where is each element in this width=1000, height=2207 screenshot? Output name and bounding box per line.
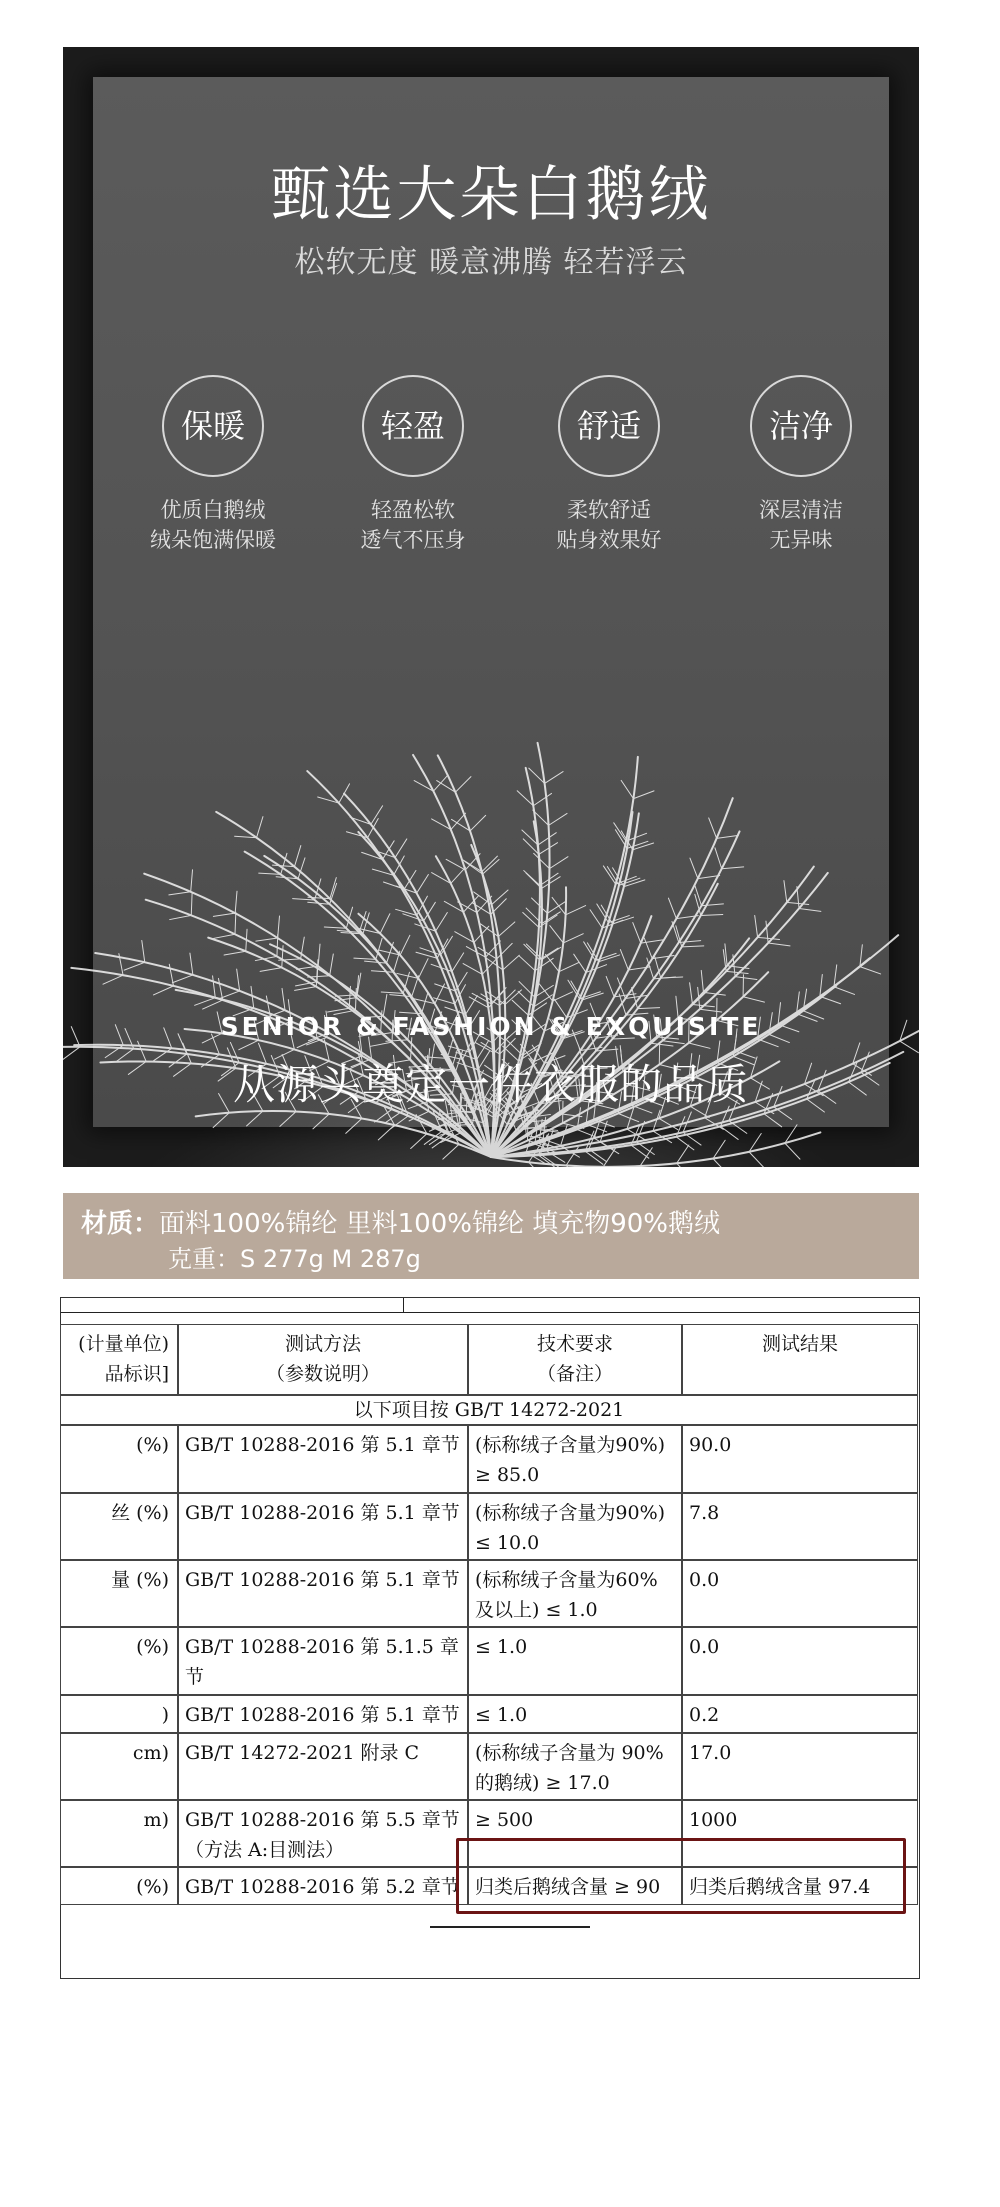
feather-barb — [169, 892, 191, 895]
feature-desc-line: 深层清洁 — [759, 498, 843, 522]
table-cell-item: (%) — [60, 1867, 178, 1905]
table-cell-req: (标称绒子含量为90%) ≤ 10.0 — [468, 1493, 682, 1560]
header-text: (计量单位) — [78, 1333, 169, 1355]
table-cell-req: ≥ 500 — [468, 1800, 682, 1867]
feather-barb — [191, 870, 193, 892]
material-composition-line — [81, 1203, 720, 1240]
table-cell-result: 归类后鹅绒含量 97.4 — [682, 1867, 918, 1905]
header-text: （参数说明） — [265, 1363, 380, 1385]
table-cell-req: ≤ 1.0 — [468, 1627, 682, 1695]
table-cell-method: GB/T 14272-2021 附录 C — [178, 1733, 468, 1800]
table-header-method — [178, 1324, 468, 1395]
feature-desc-line: 无异味 — [769, 528, 833, 552]
header-text: 品标识] — [104, 1363, 169, 1385]
table-cell-method: GB/T 10288-2016 第 5.1 章节 — [178, 1493, 468, 1560]
feather-barb — [787, 902, 809, 904]
table-cell-item: ) — [60, 1695, 178, 1733]
highlight-box — [456, 1838, 906, 1914]
feather-barb — [633, 791, 654, 799]
table-cell-method: GB/T 10288-2016 第 5.1.5 章节 — [178, 1627, 468, 1695]
feature-lightness-desc — [313, 495, 513, 555]
feather-barb — [860, 945, 862, 967]
hero-panel — [63, 47, 919, 1167]
feather-barb — [900, 1041, 919, 1053]
table-cell-result: 7.8 — [682, 1493, 918, 1560]
feature-comfort-badge: 舒适 — [558, 375, 660, 477]
table-cell-method: GB/T 10288-2016 第 5.1 章节 — [178, 1560, 468, 1627]
feature-clean-badge: 洁净 — [750, 375, 852, 477]
table-header-result: 测试结果 — [682, 1324, 918, 1395]
feature-desc-line: 柔软舒适 — [567, 498, 651, 522]
feather-barb — [860, 967, 881, 974]
tagline-chinese: 从源头奠定一件衣服的品质 — [232, 1060, 749, 1109]
header-text: 技术要求 — [536, 1333, 613, 1355]
feather-barb — [722, 867, 744, 869]
table-cell-item: 量 (%) — [60, 1560, 178, 1627]
material-label: 材质： — [81, 1209, 160, 1239]
report-top-tick — [403, 1298, 404, 1312]
feather-barb — [170, 915, 192, 919]
feather-barb — [549, 813, 567, 825]
feather-barb — [545, 772, 563, 784]
table-cell-result: 0.0 — [682, 1627, 918, 1695]
feather-barb — [257, 817, 263, 838]
feature-lightness-badge: 轻盈 — [362, 375, 464, 477]
table-cell-item: 丝 (%) — [60, 1493, 178, 1560]
feather-barb — [142, 940, 145, 962]
feature-clean — [701, 375, 901, 555]
table-cell-method: GB/T 10288-2016 第 5.5 章节（方法 A:目测法） — [178, 1800, 468, 1867]
table-cell-result: 90.0 — [682, 1425, 918, 1493]
feather-barb — [717, 835, 739, 838]
material-composition: 面料100%锦纶 里料100%锦纶 填充物90%鹅绒 — [159, 1209, 720, 1239]
feather-barb — [433, 775, 448, 791]
feather-barb — [124, 962, 145, 970]
table-cell-item: (%) — [60, 1627, 178, 1695]
feather-barb — [191, 893, 192, 915]
table-cell-item: m) — [60, 1800, 178, 1867]
feature-warmth-badge: 保暖 — [162, 375, 264, 477]
feather-barb — [533, 793, 551, 805]
table-cell-method: GB/T 10288-2016 第 5.2 章节 — [178, 1867, 468, 1905]
table-section-row: 以下项目按 GB/T 14272-2021 — [60, 1395, 918, 1425]
table-header-item — [60, 1324, 178, 1395]
feature-comfort-desc — [509, 495, 709, 555]
table-cell-method: GB/T 10288-2016 第 5.1 章节 — [178, 1695, 468, 1733]
feather-barb — [633, 843, 654, 850]
tagline-english: SENIOR & FASHION & EXQUISITE — [220, 1012, 762, 1041]
table-cell-result: 17.0 — [682, 1733, 918, 1800]
feather-barb — [455, 777, 471, 793]
feature-desc-line: 透气不压身 — [360, 528, 466, 552]
table-cell-result: 0.2 — [682, 1695, 918, 1733]
feature-lightness — [313, 375, 513, 555]
feature-warmth-desc — [113, 495, 313, 555]
table-cell-req: (标称绒子含量为90%) ≥ 85.0 — [468, 1425, 682, 1493]
feature-comfort — [509, 375, 709, 555]
feature-desc-line: 轻盈松软 — [371, 498, 455, 522]
header-text: 测试方法 — [284, 1333, 361, 1355]
report-top-rule — [61, 1312, 919, 1313]
table-cell-method: GB/T 10288-2016 第 5.1 章节 — [178, 1425, 468, 1493]
hero-subtitle: 松软无度 暖意沸腾 轻若浮云 — [294, 245, 688, 280]
table-cell-req: (标称绒子含量为60% 及以上) ≤ 1.0 — [468, 1560, 682, 1627]
feature-clean-desc — [701, 495, 901, 555]
report-bottom-rule — [430, 1926, 590, 1928]
feather-barb — [103, 975, 123, 984]
table-cell-req: (标称绒子含量为 90% 的鹅绒) ≥ 17.0 — [468, 1733, 682, 1800]
feature-desc-line: 优质白鹅绒 — [160, 498, 266, 522]
feather-barb — [339, 784, 350, 803]
table-cell-req: ≤ 1.0 — [468, 1695, 682, 1733]
feather-barb — [709, 818, 717, 839]
material-weight: 克重：S 277g M 287g — [168, 1245, 421, 1273]
hero-title: 甄选大朵白鹅绒 — [270, 160, 712, 230]
table-cell-req: 归类后鹅绒含量 ≥ 90 — [468, 1867, 682, 1905]
table-cell-item: (%) — [60, 1425, 178, 1493]
feature-warmth — [113, 375, 313, 555]
feather-barb — [715, 848, 722, 869]
feather-barb — [784, 881, 787, 903]
feather-barb — [799, 908, 821, 911]
feather-barb — [621, 780, 633, 798]
header-text: （备注） — [536, 1363, 613, 1385]
material-info-bar — [63, 1193, 919, 1279]
feather-barb — [614, 823, 626, 841]
table-cell-result: 0.0 — [682, 1560, 918, 1627]
table-header-requirement — [468, 1324, 682, 1395]
feature-desc-line: 绒朵饱满保暖 — [150, 528, 276, 552]
table-cell-item: cm) — [60, 1733, 178, 1800]
feature-desc-line: 贴身效果好 — [556, 528, 662, 552]
table-cell-result: 1000 — [682, 1800, 918, 1867]
